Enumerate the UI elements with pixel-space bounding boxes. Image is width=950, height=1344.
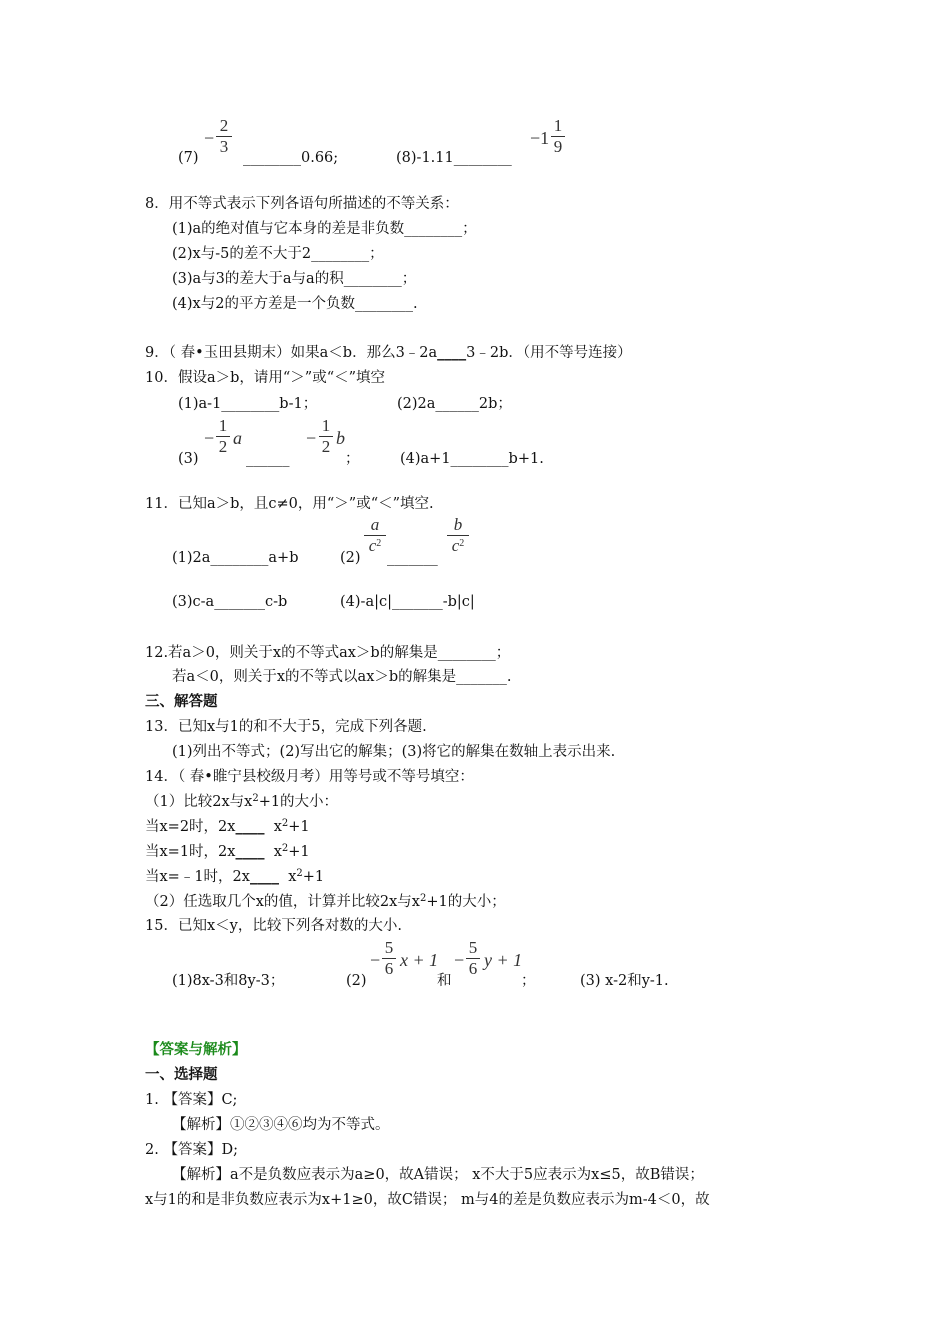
q14-row-1-exp: 2 <box>281 818 289 829</box>
q14-part-1-text: （1）比较2x与x <box>145 794 253 810</box>
q14-row-3-pre: 当x=﹣1时，2x <box>145 869 250 885</box>
q14-row-1-x: x <box>273 819 282 835</box>
q11-f2-den: c <box>451 536 460 555</box>
q8-item-label: (8)-1.11________ <box>396 150 512 166</box>
q15-item-1: (1)8x-3和8y-3； <box>172 973 285 989</box>
answer-2-explanation-1: 【解析】a不是负数应表示为a≥0，故A错误； x不大于5应表示为x≤5，故B错误； <box>172 1167 704 1183</box>
q8-item-1: (1)a的绝对值与它本身的差是非负数________； <box>172 221 477 237</box>
q14-row-3 <box>145 867 324 887</box>
q12-line-2: 若a＜0，则关于x的不等式以ax＞b的解集是_______. <box>172 669 512 685</box>
q8-mixed-int: −1 <box>530 128 550 148</box>
q8-item-2: (2)x与-5的差不大于2________； <box>172 246 384 262</box>
q14-row-1-post: +1 <box>288 819 310 835</box>
q14-row-3-exp: 2 <box>296 868 303 879</box>
q11-item-1: (1)2a________a+b <box>172 550 299 566</box>
q10-item-3-label: (3) <box>178 451 199 467</box>
q15-f2-rest: y + 1 <box>484 950 523 970</box>
q11-f1-den: c <box>368 536 377 555</box>
q10-item-4: (4)a+1________b+1. <box>400 451 544 467</box>
q14-row-1 <box>145 817 310 837</box>
q8-mixed-num: 1 <box>553 116 563 135</box>
q11-item-2-label: (2) <box>340 550 361 566</box>
q14-row-1-blank: ____ <box>235 818 265 835</box>
q14-row-2-x: x <box>273 844 282 860</box>
q15-f2-num: 5 <box>468 938 478 957</box>
q15-f1-den: 6 <box>384 959 394 978</box>
q14-row-1-pre: 当x=2时，2x <box>145 819 236 835</box>
q10-f1-den: 2 <box>218 437 228 456</box>
q10-item-1: (1)a-1________b-1； <box>178 396 318 412</box>
q15-f1-num: 5 <box>384 938 394 957</box>
q10-item-3-blank: ______ <box>246 451 290 467</box>
q10-item-2: (2)2a______2b； <box>397 396 512 412</box>
q15-semicolon: ； <box>521 973 536 989</box>
q14-row-3-post: +1 <box>302 869 325 885</box>
q14-row-2-pre: 当x=1时，2x <box>145 844 236 860</box>
q9-blank: ____ <box>437 344 467 361</box>
q15-fraction-1 <box>382 939 396 978</box>
q15-f1-minus: − <box>370 950 381 970</box>
q10-f1-minus: − <box>204 428 215 448</box>
q14-title: 14．（ 春•睢宁县校级月考）用等号或不等号填空： <box>145 769 474 785</box>
q14-part-1-exp: 2 <box>252 793 259 804</box>
q14-row-2-blank: ____ <box>235 843 265 860</box>
answers-section-1: 一、选择题 <box>145 1066 218 1083</box>
q11-item-2-blank: _______ <box>387 550 438 566</box>
q14-part-2-end: +1的大小； <box>426 894 506 910</box>
q14-part-2 <box>145 892 506 912</box>
q8-mixed-den: 9 <box>553 137 563 156</box>
q11-f2-exp: 2 <box>459 538 465 549</box>
q9-text-b: 3﹣2b．（用不等号连接） <box>466 345 632 361</box>
q8-item-3: (3)a与3的差大于a与a的积________； <box>172 271 417 287</box>
q9-text-a: 9．（ 春•玉田县期末）如果a＜b．那么3﹣2a <box>145 345 438 361</box>
q14-row-2 <box>145 842 310 862</box>
answer-2: 2. 【答案】D; <box>145 1142 238 1158</box>
q10-title: 10．假设a＞b，请用“＞”或“＜”填空 <box>145 370 386 386</box>
answer-1-explanation: 【解析】①②③④⑥均为不等式。 <box>172 1117 390 1133</box>
q14-row-3-x: x <box>288 869 297 885</box>
q14-part-2-exp: 2 <box>419 893 427 904</box>
q9-line <box>145 343 632 363</box>
q10-item-3-semicolon: ； <box>345 451 360 467</box>
q8-item-4: (4)x与2的平方差是一个负数________. <box>172 296 418 312</box>
q10-fraction-1 <box>216 417 230 456</box>
answer-2-explanation-2: x与1的和是非负数应表示为x+1≥0，故C错误； m与4的差是负数应表示为m-4＜0，故 <box>145 1192 710 1208</box>
q11-item-4: (4)-a|c|_______-b|c| <box>340 594 475 610</box>
q7-blank: ________0.66; <box>243 150 339 166</box>
q10-f2-var: b <box>336 428 345 448</box>
q11-fraction-1 <box>364 516 386 555</box>
answers-heading: 【答案与解析】 <box>145 1041 247 1058</box>
q15-and: 和 <box>437 973 452 989</box>
section-3-heading: 三、解答题 <box>145 693 218 710</box>
q15-f2-den: 6 <box>468 959 478 978</box>
q10-f1-num: 1 <box>218 416 228 435</box>
q11-title: 11．已知a＞b，且c≠0，用“＞”或“＜”填空. <box>145 496 434 512</box>
q14-row-3-blank: ____ <box>249 868 279 885</box>
q10-f2-num: 1 <box>321 416 331 435</box>
q12-line-1: 12.若a＞0，则关于x的不等式ax＞b的解集是________； <box>145 645 511 661</box>
q15-title: 15．已知x＜y，比较下列各对数的大小. <box>145 918 402 934</box>
q11-fraction-2 <box>447 516 469 555</box>
q10-f2-den: 2 <box>321 437 331 456</box>
answer-1: 1. 【答案】C; <box>145 1092 238 1108</box>
q7-label: (7) <box>178 150 199 166</box>
q15-item-3: (3) x-2和y-1. <box>580 973 669 989</box>
q14-row-2-post: +1 <box>288 844 310 860</box>
q14-part-1-end: +1的大小： <box>258 794 339 810</box>
q11-f1-exp: 2 <box>376 538 382 549</box>
q11-item-3: (3)c-a_______c-b <box>172 594 288 610</box>
q11-f1-num: a <box>370 515 380 534</box>
q10-fraction-2 <box>319 417 333 456</box>
q7-minus: − <box>204 128 215 148</box>
q7-fraction <box>216 117 232 156</box>
q8-mixed-fraction <box>551 117 565 156</box>
q7-fraction-den: 3 <box>219 137 229 156</box>
q15-item-2-label: (2) <box>346 973 367 989</box>
q13-line-2: (1)列出不等式；(2)写出它的解集；(3)将它的解集在数轴上表示出来. <box>172 744 616 760</box>
q15-fraction-2 <box>466 939 480 978</box>
q8-title: 8．用不等式表示下列各语句所描述的不等关系： <box>145 196 459 212</box>
q15-f2-minus: − <box>454 950 465 970</box>
q10-f1-var: a <box>233 428 242 448</box>
q14-part-2-text: （2）任选取几个x的值，计算并比较2x与x <box>145 894 420 910</box>
q7-fraction-num: 2 <box>219 116 229 135</box>
q10-f2-minus: − <box>306 428 317 448</box>
q14-row-2-exp: 2 <box>281 843 289 854</box>
q13-line-1: 13．已知x与1的和不大于5，完成下列各题. <box>145 719 427 735</box>
q14-part-1 <box>145 792 338 812</box>
q15-f1-rest: x + 1 <box>400 950 439 970</box>
q11-f2-num: b <box>453 515 463 534</box>
